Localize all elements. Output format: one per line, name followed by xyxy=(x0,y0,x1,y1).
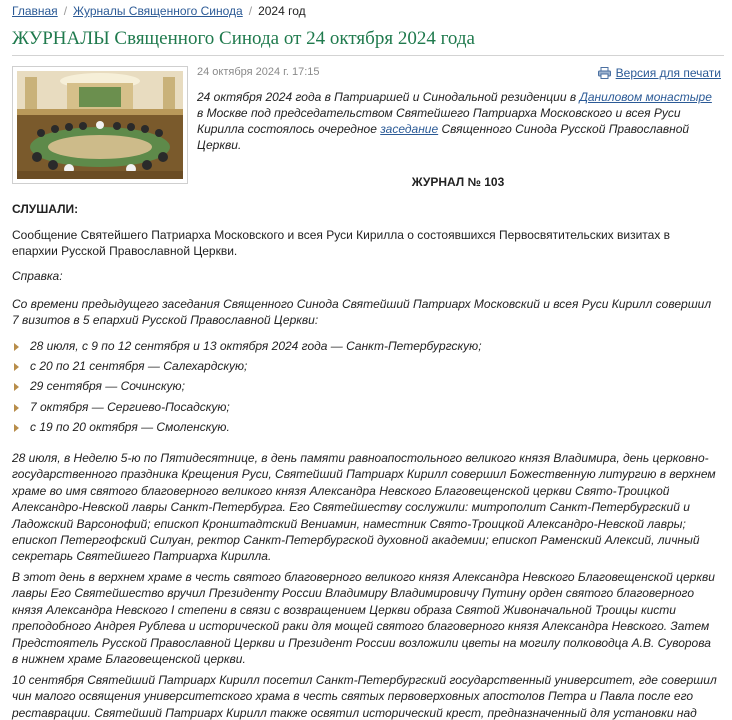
diamond-bullet-icon xyxy=(14,363,19,371)
print-version[interactable] xyxy=(598,66,721,80)
visit-text: с 20 по 21 сентября — Салехардскую; xyxy=(30,359,248,374)
article-photo[interactable] xyxy=(12,66,188,184)
visits-list xyxy=(12,338,717,439)
reference-label: Справка: xyxy=(12,269,63,283)
diamond-bullet-icon xyxy=(14,343,19,351)
print-version-link[interactable]: Версия для печати xyxy=(615,66,721,80)
breadcrumb-current: 2024 год xyxy=(258,4,306,18)
list-item xyxy=(12,419,717,439)
list-item xyxy=(12,378,717,398)
lead-text: 24 октября 2024 года в Патриаршей и Синодальной резиденции в xyxy=(197,90,580,104)
session-link[interactable]: заседание xyxy=(380,122,439,136)
lead-text: Священного Синода Русской Православной Церкви. xyxy=(197,122,690,152)
journal-paragraph: 28 июля, в Неделю 5-ю по Пятидесятнице, в день памяти равноапостольного великого князя Владимира, день церковно-государственного праздника Крещения Руси, Святейший Патриарх Кирилл совершил Божественную литургию в верхнем храме во имя святого благоверного великого князя Александра Невского Благовещенской церкви Свято-Троицкой Александро-Невской лавры Санкт-Петербурга. Его Святейшеству сослужили: митрополит Санкт-Петербургский и Ладожский Варсонофий; епископ Кронштадтский Вениамин, наместник Свято-Троицкой Александро-Невской лавры; епископ Петергофский Силуан, ректор Санкт-Петербургской духовной академии; епископ Раменский Алексий, личный секретарь Святейшего Патриарха Кирилла. xyxy=(12,451,716,564)
breadcrumb-home-link[interactable]: Главная xyxy=(12,4,58,18)
list-item xyxy=(12,358,717,378)
breadcrumb-section-link[interactable]: Журналы Священного Синода xyxy=(73,4,243,18)
title-divider xyxy=(12,55,724,56)
visit-text: 7 октября — Сергиево-Посадскую; xyxy=(30,399,230,414)
visit-text: 28 июля, с 9 по 12 сентября и 13 октября 2024 года — Санкт-Петербургскую; xyxy=(30,339,482,353)
synod-hall-photo xyxy=(17,71,183,179)
article-lead xyxy=(197,89,719,153)
breadcrumb-separator: / xyxy=(248,4,253,18)
visit-text: с 19 по 20 октября — Смоленскую. xyxy=(30,419,230,434)
breadcrumb-separator: / xyxy=(63,4,68,18)
journal-paragraph: 10 сентября Святейший Патриарх Кирилл посетил Санкт-Петербургский государственный университет, где совершил чин малого освящения университетского храма в честь святых первоверховных апостолов Петра и Павла после его реставрации. Святейший Патриарх Кирилл также освятил исторический крест, предназначенный для установки над xyxy=(12,673,717,720)
visit-text: 29 сентября — Сочинскую; xyxy=(30,379,185,394)
lead-text: в Москве под председательством Святейшего Патриарха Московского и всея Руси Кирилла состоялось очередное xyxy=(197,106,681,136)
list-item xyxy=(12,338,717,358)
article-date: 24 октября 2024 г. 17:15 xyxy=(197,66,320,78)
heard-label: СЛУШАЛИ: xyxy=(12,202,79,216)
list-item xyxy=(12,399,717,419)
danilov-monastery-link[interactable]: Даниловом монастыре xyxy=(579,90,712,104)
breadcrumb xyxy=(12,2,306,20)
diamond-bullet-icon xyxy=(14,404,19,412)
printer-icon xyxy=(598,67,611,79)
journal-paragraph: В этот день в верхнем храме в честь святого благоверного великого князя Александра Невского Благовещенской церкви лавры Его Святейшество вручил Президенту России Владимиру Владимировичу Путину орден святого благоверного князя Александра Невского I степени в связи с возвращением Церкви образа Святой Живоначальной Троицы кисти преподобного Андрея Рублева и исторической раки для мощей святого благоверного князя Александра Невского. Затем Предстоятель Русской Православной Церкви и Президент России возложили цветы на могилу полководца А.В. Суворова в нижнем храме Благовещенской церкви. xyxy=(12,570,715,667)
page-title: ЖУРНАЛЫ Священного Синода от 24 октября 2024 года xyxy=(12,28,475,49)
diamond-bullet-icon xyxy=(14,424,19,432)
journal-paragraph: Со времени предыдущего заседания Священного Синода Святейший Патриарх Московский и всея Руси Кирилл совершил 7 визитов в 5 епархий Русской Православной Церкви: xyxy=(12,297,712,328)
journal-paragraph: Сообщение Святейшего Патриарха Московского и всея Руси Кирилла о состоявшихся Первосвятительских визитах в епархии Русской Православной Церкви. xyxy=(12,228,671,259)
journal-number: ЖУРНАЛ № 103 xyxy=(411,175,505,189)
diamond-bullet-icon xyxy=(14,383,19,391)
